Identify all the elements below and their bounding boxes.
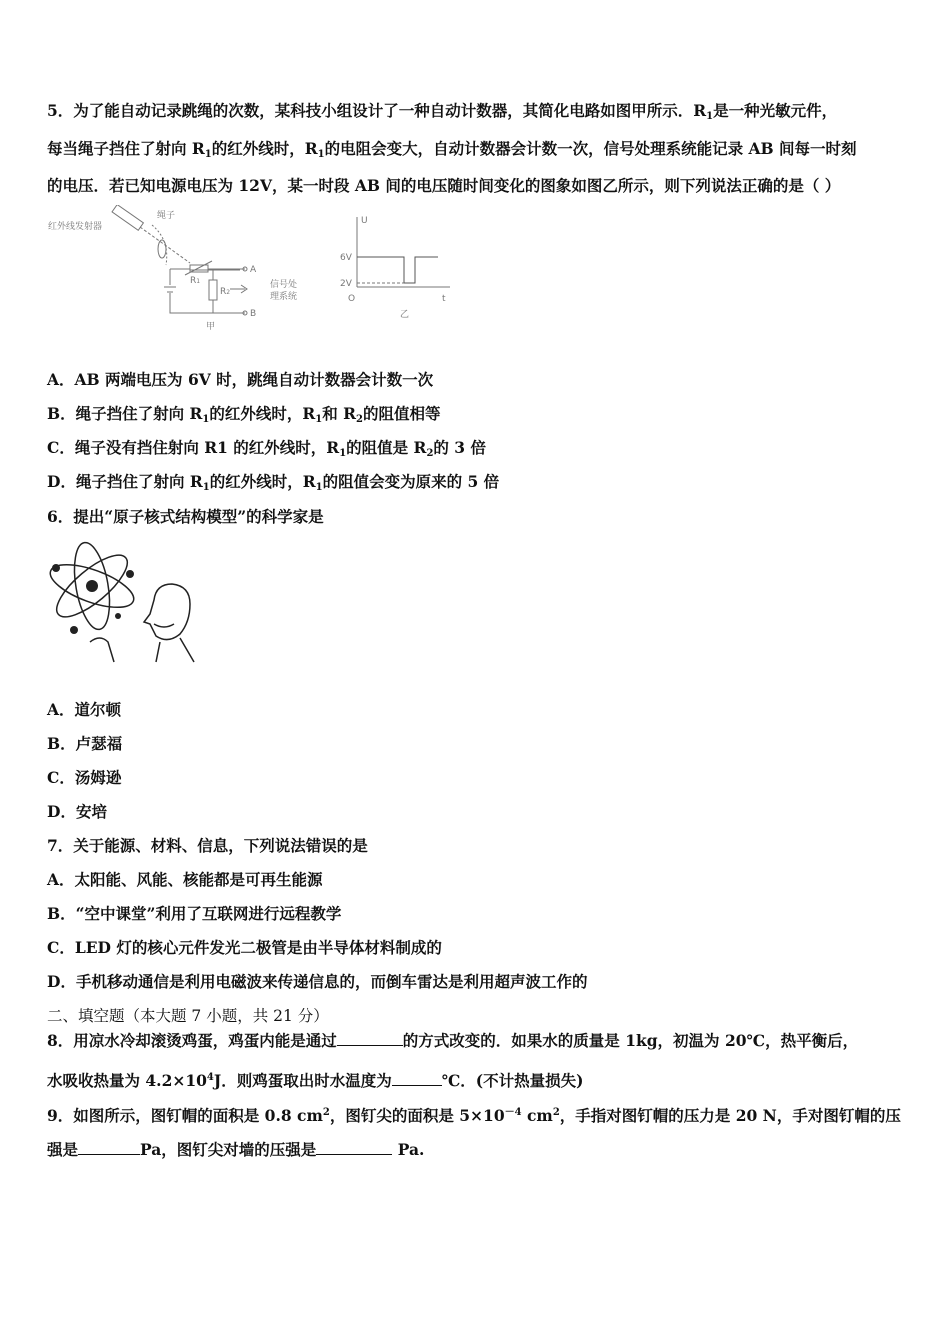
scientist-head: [144, 584, 190, 640]
q5-stem-line3: 的电压．若已知电源电压为 12V，某一时段 AB 间的电压随时间变化的图象如图乙所示，则下列说法正确的是（ ）: [47, 176, 841, 195]
origin-label: O: [348, 294, 356, 304]
signal-label-1: 信号处: [270, 280, 298, 290]
q5-stem-line2: 每当绳子挡住了射向 $R_1$的红外线时，$R_1$的电阻会变大，自动计数器会计数一次，信号处理系统能记录 AB 间每一时刻: [47, 139, 857, 160]
q5-stem-line1: 5．为了能自动记录跳绳的次数，某科技小组设计了一种自动计数器，其简化电路如图甲所示．$R_1$是一种光敏元件，: [47, 101, 838, 122]
q5-figure: [40, 205, 460, 335]
q7-option-c[interactable]: C．LED 灯的核心元件发光二极管是由半导体材料制成的: [47, 938, 442, 957]
q8-line1: 8．用凉水冷却滚烫鸡蛋，鸡蛋内能是通过 的方式改变的．如果水的质量是 1kg，初温为 20℃，热平衡后，: [47, 1031, 859, 1050]
q9-blank-1[interactable]: [78, 1140, 140, 1155]
q7-stem: 7．关于能源、材料、信息，下列说法错误的是: [47, 836, 368, 855]
atom-scientist-illustration: [44, 538, 204, 663]
voltage-trace: [357, 257, 438, 283]
electron-4: [115, 613, 121, 619]
emitter-shape: [112, 205, 143, 230]
signal-label-2: 理系统: [270, 292, 298, 302]
q5-option-a[interactable]: A．AB 两端电压为 6V 时，跳绳自动计数器会计数一次: [47, 370, 434, 389]
q6-option-c[interactable]: C．汤姆逊: [47, 768, 122, 787]
u-axis-label: U: [361, 216, 368, 226]
jia-label: 甲: [206, 322, 216, 332]
t-axis-label: t: [442, 294, 446, 304]
r2-resistor: [209, 280, 217, 300]
rope-label: 绳子: [157, 211, 176, 221]
a-label: A: [250, 265, 257, 275]
q9-line1: 9．如图所示，图钉帽的面积是 0.8 $cm^2$，图钉尖的面积是 $5\times 10^{-4}$ $cm^2$，手指对图钉帽的压力是 20 N，手对图钉帽的压: [47, 1106, 901, 1125]
q7-option-b[interactable]: B．“空中课堂”利用了互联网进行远程教学: [47, 904, 342, 923]
2v-label: 2V: [340, 279, 352, 289]
r2-label: R2: [220, 287, 231, 297]
q6-stem: 6．提出“原子核式结构模型”的科学家是: [47, 507, 324, 526]
electron-2: [126, 570, 134, 578]
r1-label: R1: [190, 276, 201, 286]
q5-option-c[interactable]: C．绳子没有挡住射向 R1 的红外线时，$R_1$的阻值是 $R_2$的 3 倍: [47, 438, 486, 459]
q6-option-b[interactable]: B．卢瑟福: [47, 734, 123, 753]
wire-bottom: [170, 293, 245, 313]
emitter-label: 红外线发射器: [48, 222, 103, 232]
electron-3: [70, 626, 78, 634]
q6-figure: [44, 538, 204, 663]
nucleus: [86, 580, 98, 592]
q7-option-d[interactable]: D．手机移动通信是利用电磁波来传递信息的，而倒车雷达是利用超声波工作的: [47, 972, 588, 991]
q8-blank-1[interactable]: [337, 1031, 403, 1046]
q6-option-d[interactable]: D．安培: [47, 802, 107, 821]
q9-blank-2[interactable]: [316, 1140, 392, 1155]
q5-option-d[interactable]: D．绳子挡住了射向 $R_1$的红外线时，$R_1$的阻值会变为原来的 5 倍: [47, 472, 500, 493]
circuit-and-graph-figure: [40, 205, 460, 335]
q5-option-b[interactable]: B．绳子挡住了射向 $R_1$的红外线时，$R_1$和 $R_2$的阻值相等: [47, 404, 441, 425]
signal-arrow: [230, 285, 247, 293]
b-label: B: [250, 309, 257, 319]
q8-blank-2[interactable]: [392, 1071, 442, 1086]
q6-option-a[interactable]: A．道尔顿: [47, 700, 122, 719]
scientist-hand: [90, 638, 114, 662]
q8-line2: 水吸收热量为 $4.2\times 10^4J$．则鸡蛋取出时水温度为 ℃．(不计热量损失): [47, 1071, 584, 1090]
electron-1: [52, 564, 60, 572]
q9-line2: 强是 Pa，图钉尖对墙的压强是 Pa.: [47, 1140, 425, 1159]
scientist-body: [156, 638, 194, 662]
q7-option-a[interactable]: A．太阳能、风能、核能都是可再生能源: [47, 870, 323, 889]
scientist-mustache: [154, 624, 174, 627]
yi-label: 乙: [400, 310, 410, 320]
6v-label: 6V: [340, 253, 352, 263]
section-2-heading: 二、填空题（本大题 7 小题，共 21 分）: [47, 1007, 329, 1025]
